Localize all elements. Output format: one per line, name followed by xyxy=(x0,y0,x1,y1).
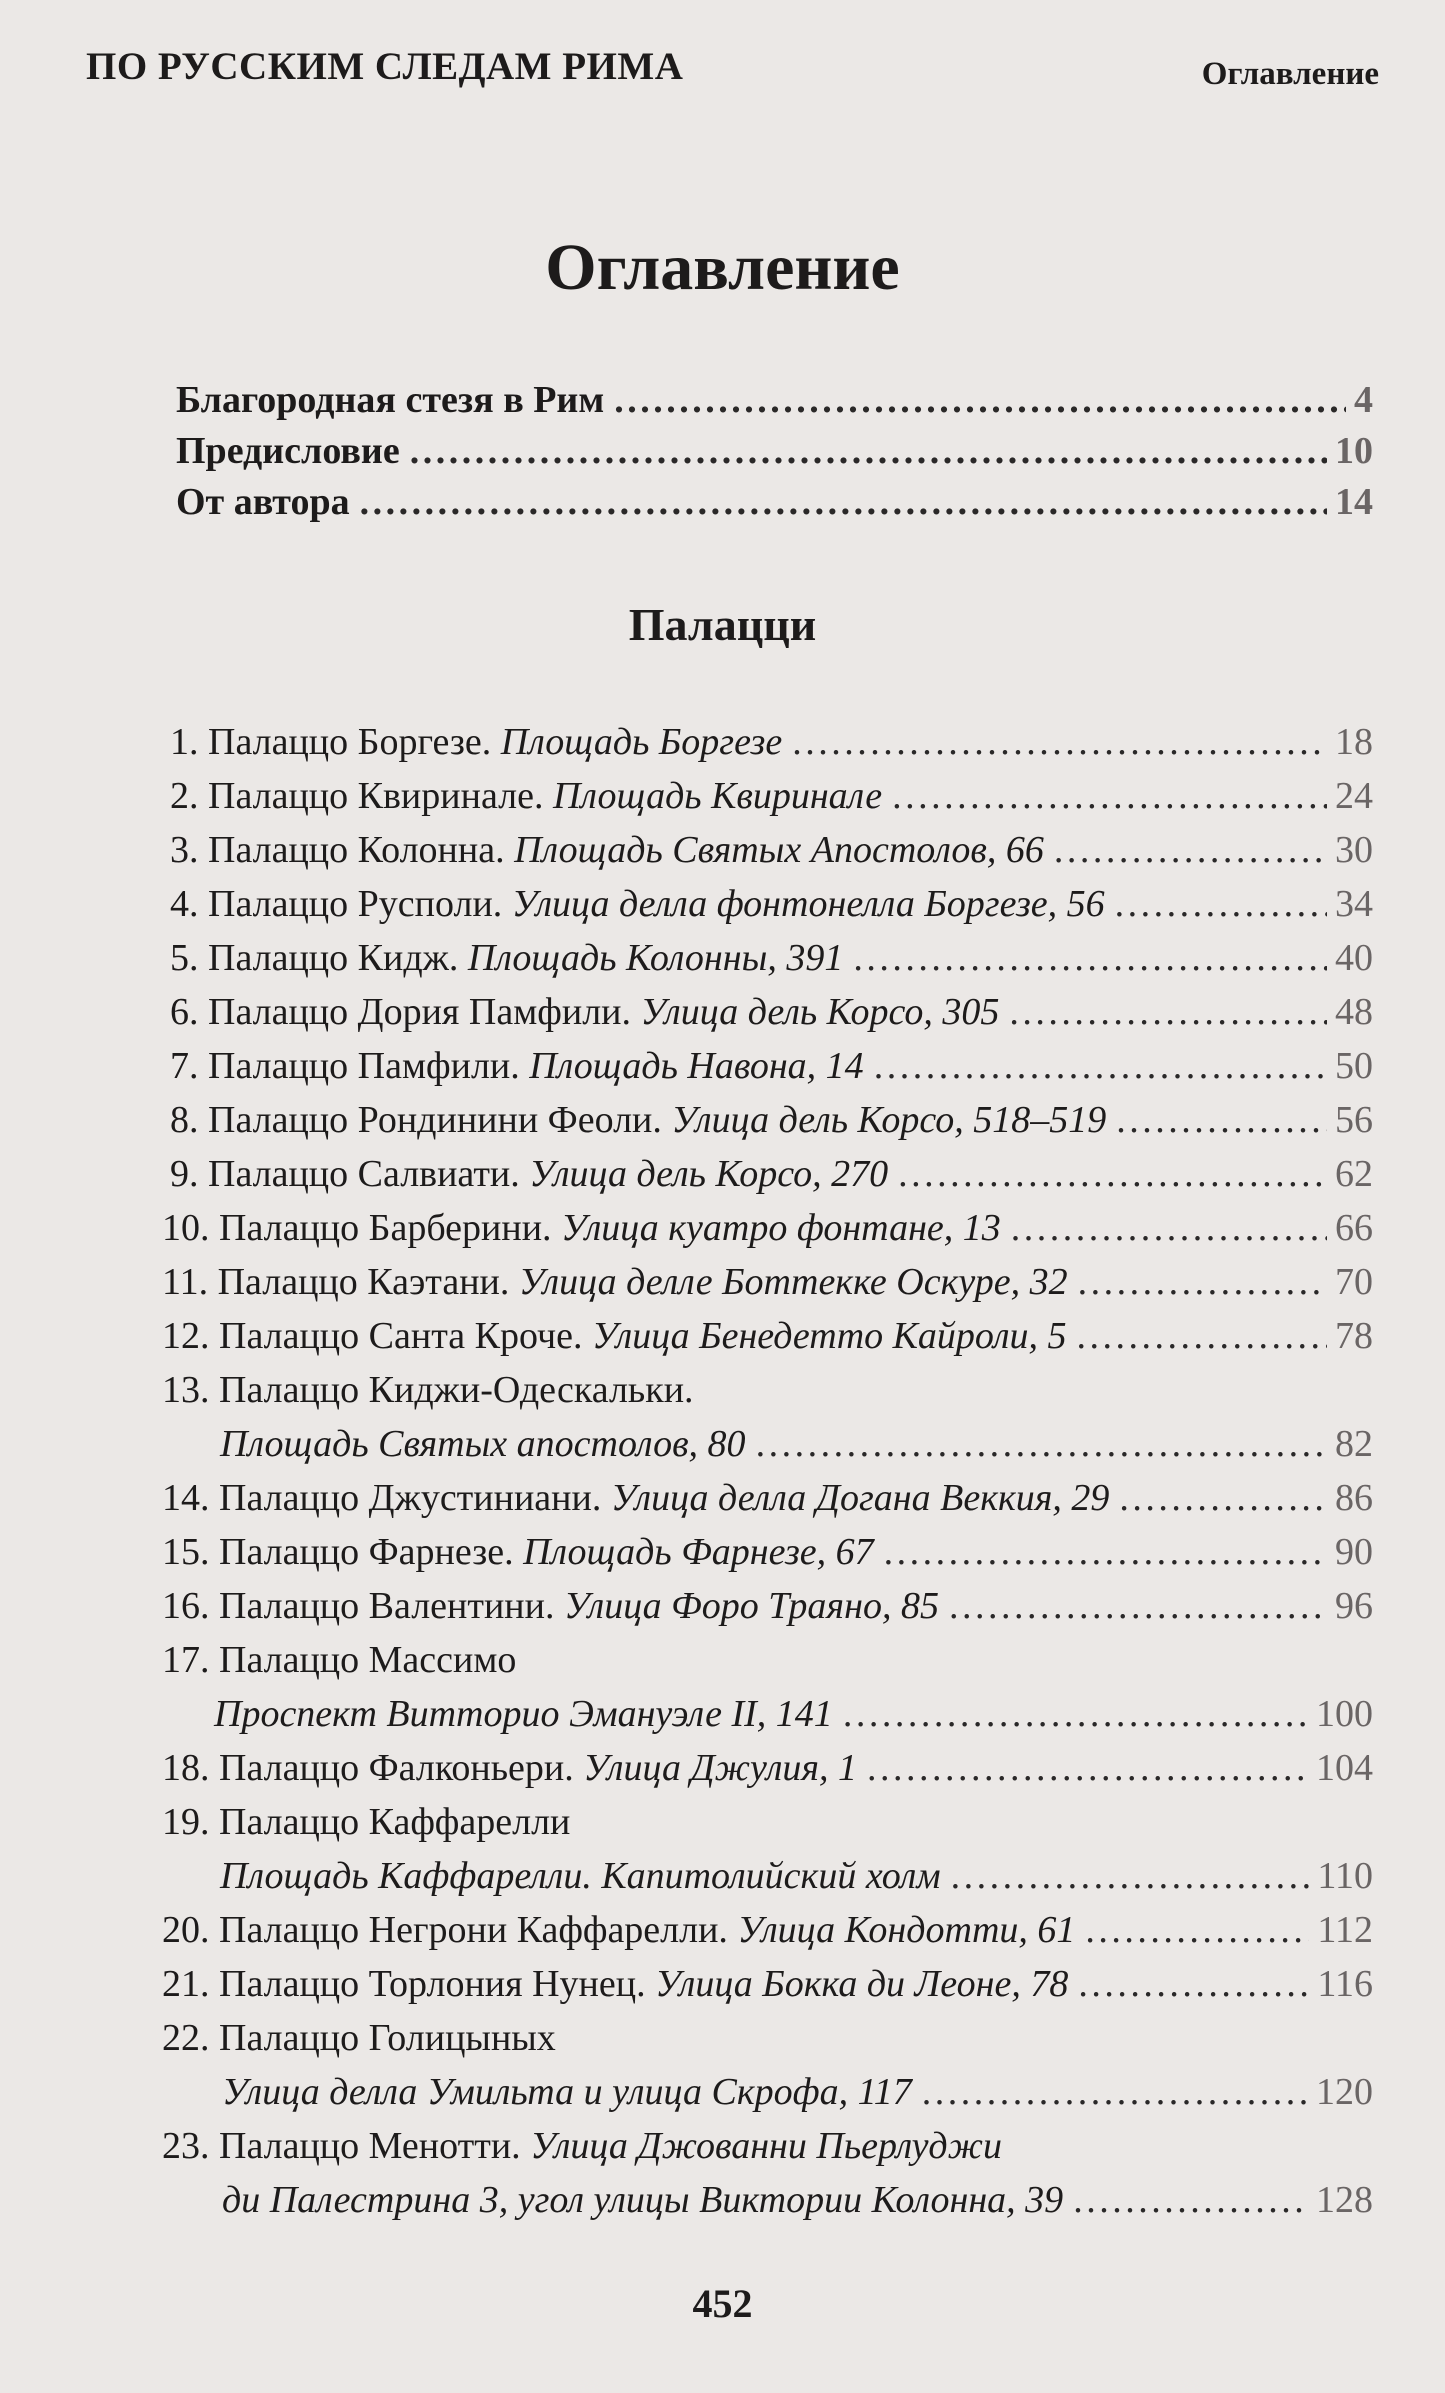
entry-page: 40 xyxy=(1335,937,1373,979)
entry-number: 16. xyxy=(162,1585,210,1627)
toc-entry xyxy=(176,480,1373,524)
toc-entry-heading xyxy=(162,2124,1373,2168)
toc-entry-heading xyxy=(162,1638,1373,1682)
entry-number: 20. xyxy=(162,1909,210,1951)
entry-address: Улица делла фонтонелла Боргезе, 56 xyxy=(511,883,1105,925)
entry-page: 18 xyxy=(1335,721,1373,763)
toc-entry xyxy=(170,936,1373,980)
entry-page: 50 xyxy=(1335,1045,1373,1087)
entry-number: 19. xyxy=(162,1801,210,1843)
entry-number: 9. xyxy=(170,1153,199,1195)
toc-entry xyxy=(170,1098,1373,1142)
dot-leader xyxy=(874,1044,1327,1088)
entry-name: Палаццо Санта Кроче. xyxy=(219,1315,583,1357)
entry-address: Улица Кондотти, 61 xyxy=(737,1909,1076,1951)
entry-address: Площадь Святых апостолов, 80 xyxy=(220,1423,746,1465)
entry-address: Улица Бокка ди Леоне, 78 xyxy=(655,1963,1069,2005)
toc-entry xyxy=(222,2070,1373,2114)
toc-entry xyxy=(170,774,1373,818)
page-number: 452 xyxy=(692,2281,753,2326)
entry-page: 112 xyxy=(1317,1909,1373,1951)
entry-page: 24 xyxy=(1335,775,1373,817)
entry-name: Палаццо Менотти. xyxy=(219,2125,521,2167)
entry-page: 56 xyxy=(1335,1099,1373,1141)
entry-number: 17. xyxy=(162,1639,210,1681)
entry-name: Палаццо Квиринале. xyxy=(208,775,544,817)
entry-name: Палаццо Фалконьери. xyxy=(219,1747,574,1789)
dot-leader xyxy=(949,1584,1327,1628)
entry-address: Улица делле Боттекке Оскуре, 32 xyxy=(518,1261,1068,1303)
toc-entry-heading xyxy=(162,1368,1373,1412)
entry-name: Палаццо Барберини. xyxy=(219,1207,552,1249)
entry-name: Палаццо Дория Памфили. xyxy=(208,991,631,1033)
toc-entry xyxy=(170,1152,1373,1196)
toc-entry xyxy=(220,1422,1373,1466)
toc-entry xyxy=(176,429,1373,473)
entry-page: 4 xyxy=(1354,379,1373,421)
entry-page: 82 xyxy=(1335,1423,1373,1465)
entry-number: 11. xyxy=(162,1261,209,1303)
entry-address: Площадь Каффарелли. Капитолийский холм xyxy=(220,1855,941,1897)
toc-entry xyxy=(220,1854,1373,1898)
toc-entry xyxy=(170,1044,1373,1088)
dot-leader xyxy=(1009,990,1327,1034)
dot-leader xyxy=(951,1854,1310,1898)
entry-address: Проспект Витторио Эмануэле II, 141 xyxy=(214,1693,833,1735)
entry-page: 110 xyxy=(1317,1855,1373,1897)
toc-entry xyxy=(214,1692,1373,1736)
entry-number: 10. xyxy=(162,1207,210,1249)
entry-page: 90 xyxy=(1335,1531,1373,1573)
dot-leader xyxy=(892,774,1327,818)
entry-page: 100 xyxy=(1316,1693,1373,1735)
toc-entry xyxy=(162,1908,1373,1952)
entry-number: 6. xyxy=(170,991,199,1033)
toc-entry xyxy=(170,828,1373,872)
dot-leader xyxy=(1073,2178,1308,2222)
entry-number: 21. xyxy=(162,1963,210,2005)
entry-page: 66 xyxy=(1335,1207,1373,1249)
section-title: Палацци xyxy=(628,599,817,650)
entry-number: 8. xyxy=(170,1099,199,1141)
dot-leader xyxy=(1078,1962,1309,2006)
entry-number: 4. xyxy=(170,883,199,925)
dot-leader xyxy=(1078,1260,1327,1304)
entry-number: 1. xyxy=(170,721,199,763)
entry-name: Палаццо Киджи-Одескальки. xyxy=(219,1369,694,1411)
entry-page: 116 xyxy=(1317,1963,1373,2005)
entry-page: 14 xyxy=(1335,481,1373,523)
entry-page: 104 xyxy=(1316,1747,1373,1789)
entry-address: Улица Джулия, 1 xyxy=(583,1747,858,1789)
toc-title: Оглавление xyxy=(545,231,900,304)
toc-entry-heading xyxy=(162,2016,1373,2060)
entry-name: Палаццо Боргезе. xyxy=(208,721,492,763)
entry-name: Палаццо Рондинини Феоли. xyxy=(208,1099,662,1141)
entry-title: Предисловие xyxy=(176,430,400,472)
entry-page: 70 xyxy=(1335,1261,1373,1303)
entry-address: Улица куатро фонтане, 13 xyxy=(561,1207,1001,1249)
entry-address: Улица Джованни Пьерлуджи xyxy=(530,2125,1002,2167)
entry-page: 128 xyxy=(1316,2179,1373,2221)
entry-page: 96 xyxy=(1335,1585,1373,1627)
entry-address: Улица дель Корсо, 305 xyxy=(640,991,1000,1033)
entry-page: 62 xyxy=(1335,1153,1373,1195)
entry-name: Палаццо Негрони Каффарелли. xyxy=(219,1909,728,1951)
dot-leader xyxy=(922,2070,1308,2114)
dot-leader xyxy=(1077,1314,1327,1358)
dot-leader xyxy=(614,378,1346,422)
dot-leader xyxy=(884,1530,1327,1574)
entry-page: 34 xyxy=(1335,883,1373,925)
entry-address: Улица Форо Траяно, 85 xyxy=(563,1585,939,1627)
entry-number: 22. xyxy=(162,2017,210,2059)
entry-name: Палаццо Памфили. xyxy=(208,1045,520,1087)
entry-number: 13. xyxy=(162,1369,210,1411)
entry-page: 78 xyxy=(1335,1315,1373,1357)
toc-entry xyxy=(162,1746,1373,1790)
entry-name: Палаццо Русполи. xyxy=(208,883,503,925)
entry-page: 120 xyxy=(1316,2071,1373,2113)
entry-address: Площадь Фарнезе, 67 xyxy=(523,1531,874,1573)
toc-entry xyxy=(162,1206,1373,1250)
dot-leader xyxy=(843,1692,1308,1736)
toc-entry xyxy=(222,2178,1373,2222)
toc-entry xyxy=(162,1584,1373,1628)
entry-number: 18. xyxy=(162,1747,210,1789)
running-head-book-title: ПО РУССКИМ СЛЕДАМ РИМА xyxy=(86,45,684,88)
entry-address: Площадь Колонны, 391 xyxy=(467,937,844,979)
running-head-section: Оглавление xyxy=(1201,56,1379,92)
toc-entry xyxy=(170,990,1373,1034)
entry-number: 15. xyxy=(162,1531,210,1573)
entry-name: Палаццо Голицыных xyxy=(219,2017,556,2059)
entry-address: Улица Бенедетто Кайроли, 5 xyxy=(591,1315,1067,1357)
entry-name: Палаццо Каффарелли xyxy=(219,1801,571,1843)
toc-entry xyxy=(170,720,1373,764)
entry-number: 12. xyxy=(162,1315,210,1357)
entry-address: Улица дель Корсо, 518–519 xyxy=(671,1099,1107,1141)
dot-leader xyxy=(756,1422,1327,1466)
entry-number: 3. xyxy=(170,829,199,871)
entry-number: 23. xyxy=(162,2125,210,2167)
dot-leader xyxy=(792,720,1327,764)
toc-entry xyxy=(162,1530,1373,1574)
entry-page: 10 xyxy=(1335,430,1373,472)
entry-number: 2. xyxy=(170,775,199,817)
entry-title: Благородная стезя в Рим xyxy=(176,379,605,421)
entry-number: 14. xyxy=(162,1477,210,1519)
dot-leader xyxy=(1115,882,1327,926)
entry-page: 86 xyxy=(1335,1477,1373,1519)
entry-page: 30 xyxy=(1335,829,1373,871)
entry-address: Площадь Квиринале xyxy=(552,775,883,817)
entry-address: Улица делла Умильта и улица Скрофа, 117 xyxy=(222,2071,912,2113)
entry-name: Палаццо Колонна. xyxy=(208,829,505,871)
entry-number: 5. xyxy=(170,937,199,979)
toc-entry-heading xyxy=(162,1800,1373,1844)
entry-name: Палаццо Джустиниани. xyxy=(219,1477,602,1519)
entry-page: 48 xyxy=(1335,991,1373,1033)
dot-leader xyxy=(1116,1098,1327,1142)
dot-leader xyxy=(867,1746,1308,1790)
entry-address: Улица делла Догана Веккия, 29 xyxy=(610,1477,1110,1519)
entry-name: Палаццо Массимо xyxy=(219,1639,517,1681)
entry-address: Площадь Святых Апостолов, 66 xyxy=(514,829,1044,871)
dot-leader xyxy=(1011,1206,1327,1250)
dot-leader xyxy=(1054,828,1327,872)
entry-address-continued: ди Палестрина 3, угол улицы Виктории Колонна, 39 xyxy=(222,2179,1064,2221)
toc-entry xyxy=(162,1314,1373,1358)
entry-address: Улица дель Корсо, 270 xyxy=(529,1153,889,1195)
toc-entry xyxy=(176,378,1373,422)
toc-entry xyxy=(162,1260,1373,1304)
entry-address: Площадь Навона, 14 xyxy=(529,1045,864,1087)
dot-leader xyxy=(853,936,1327,980)
dot-leader xyxy=(898,1152,1327,1196)
entry-name: Палаццо Салвиати. xyxy=(208,1153,520,1195)
toc-entry xyxy=(162,1476,1373,1520)
entry-name: Палаццо Валентини. xyxy=(219,1585,555,1627)
entry-name: Палаццо Фарнезе. xyxy=(219,1531,514,1573)
entry-name: Палаццо Каэтани. xyxy=(217,1261,510,1303)
dot-leader xyxy=(1085,1908,1309,1952)
dot-leader xyxy=(410,429,1327,473)
entry-number: 7. xyxy=(170,1045,199,1087)
entry-name: Палаццо Торлония Нунец. xyxy=(219,1963,646,2005)
toc-entry xyxy=(162,1962,1373,2006)
entry-address: Площадь Боргезе xyxy=(500,721,783,763)
entry-name: Палаццо Кидж. xyxy=(208,937,459,979)
dot-leader xyxy=(1119,1476,1327,1520)
entry-title: От автора xyxy=(176,481,350,523)
dot-leader xyxy=(360,480,1327,524)
toc-entry xyxy=(170,882,1373,926)
